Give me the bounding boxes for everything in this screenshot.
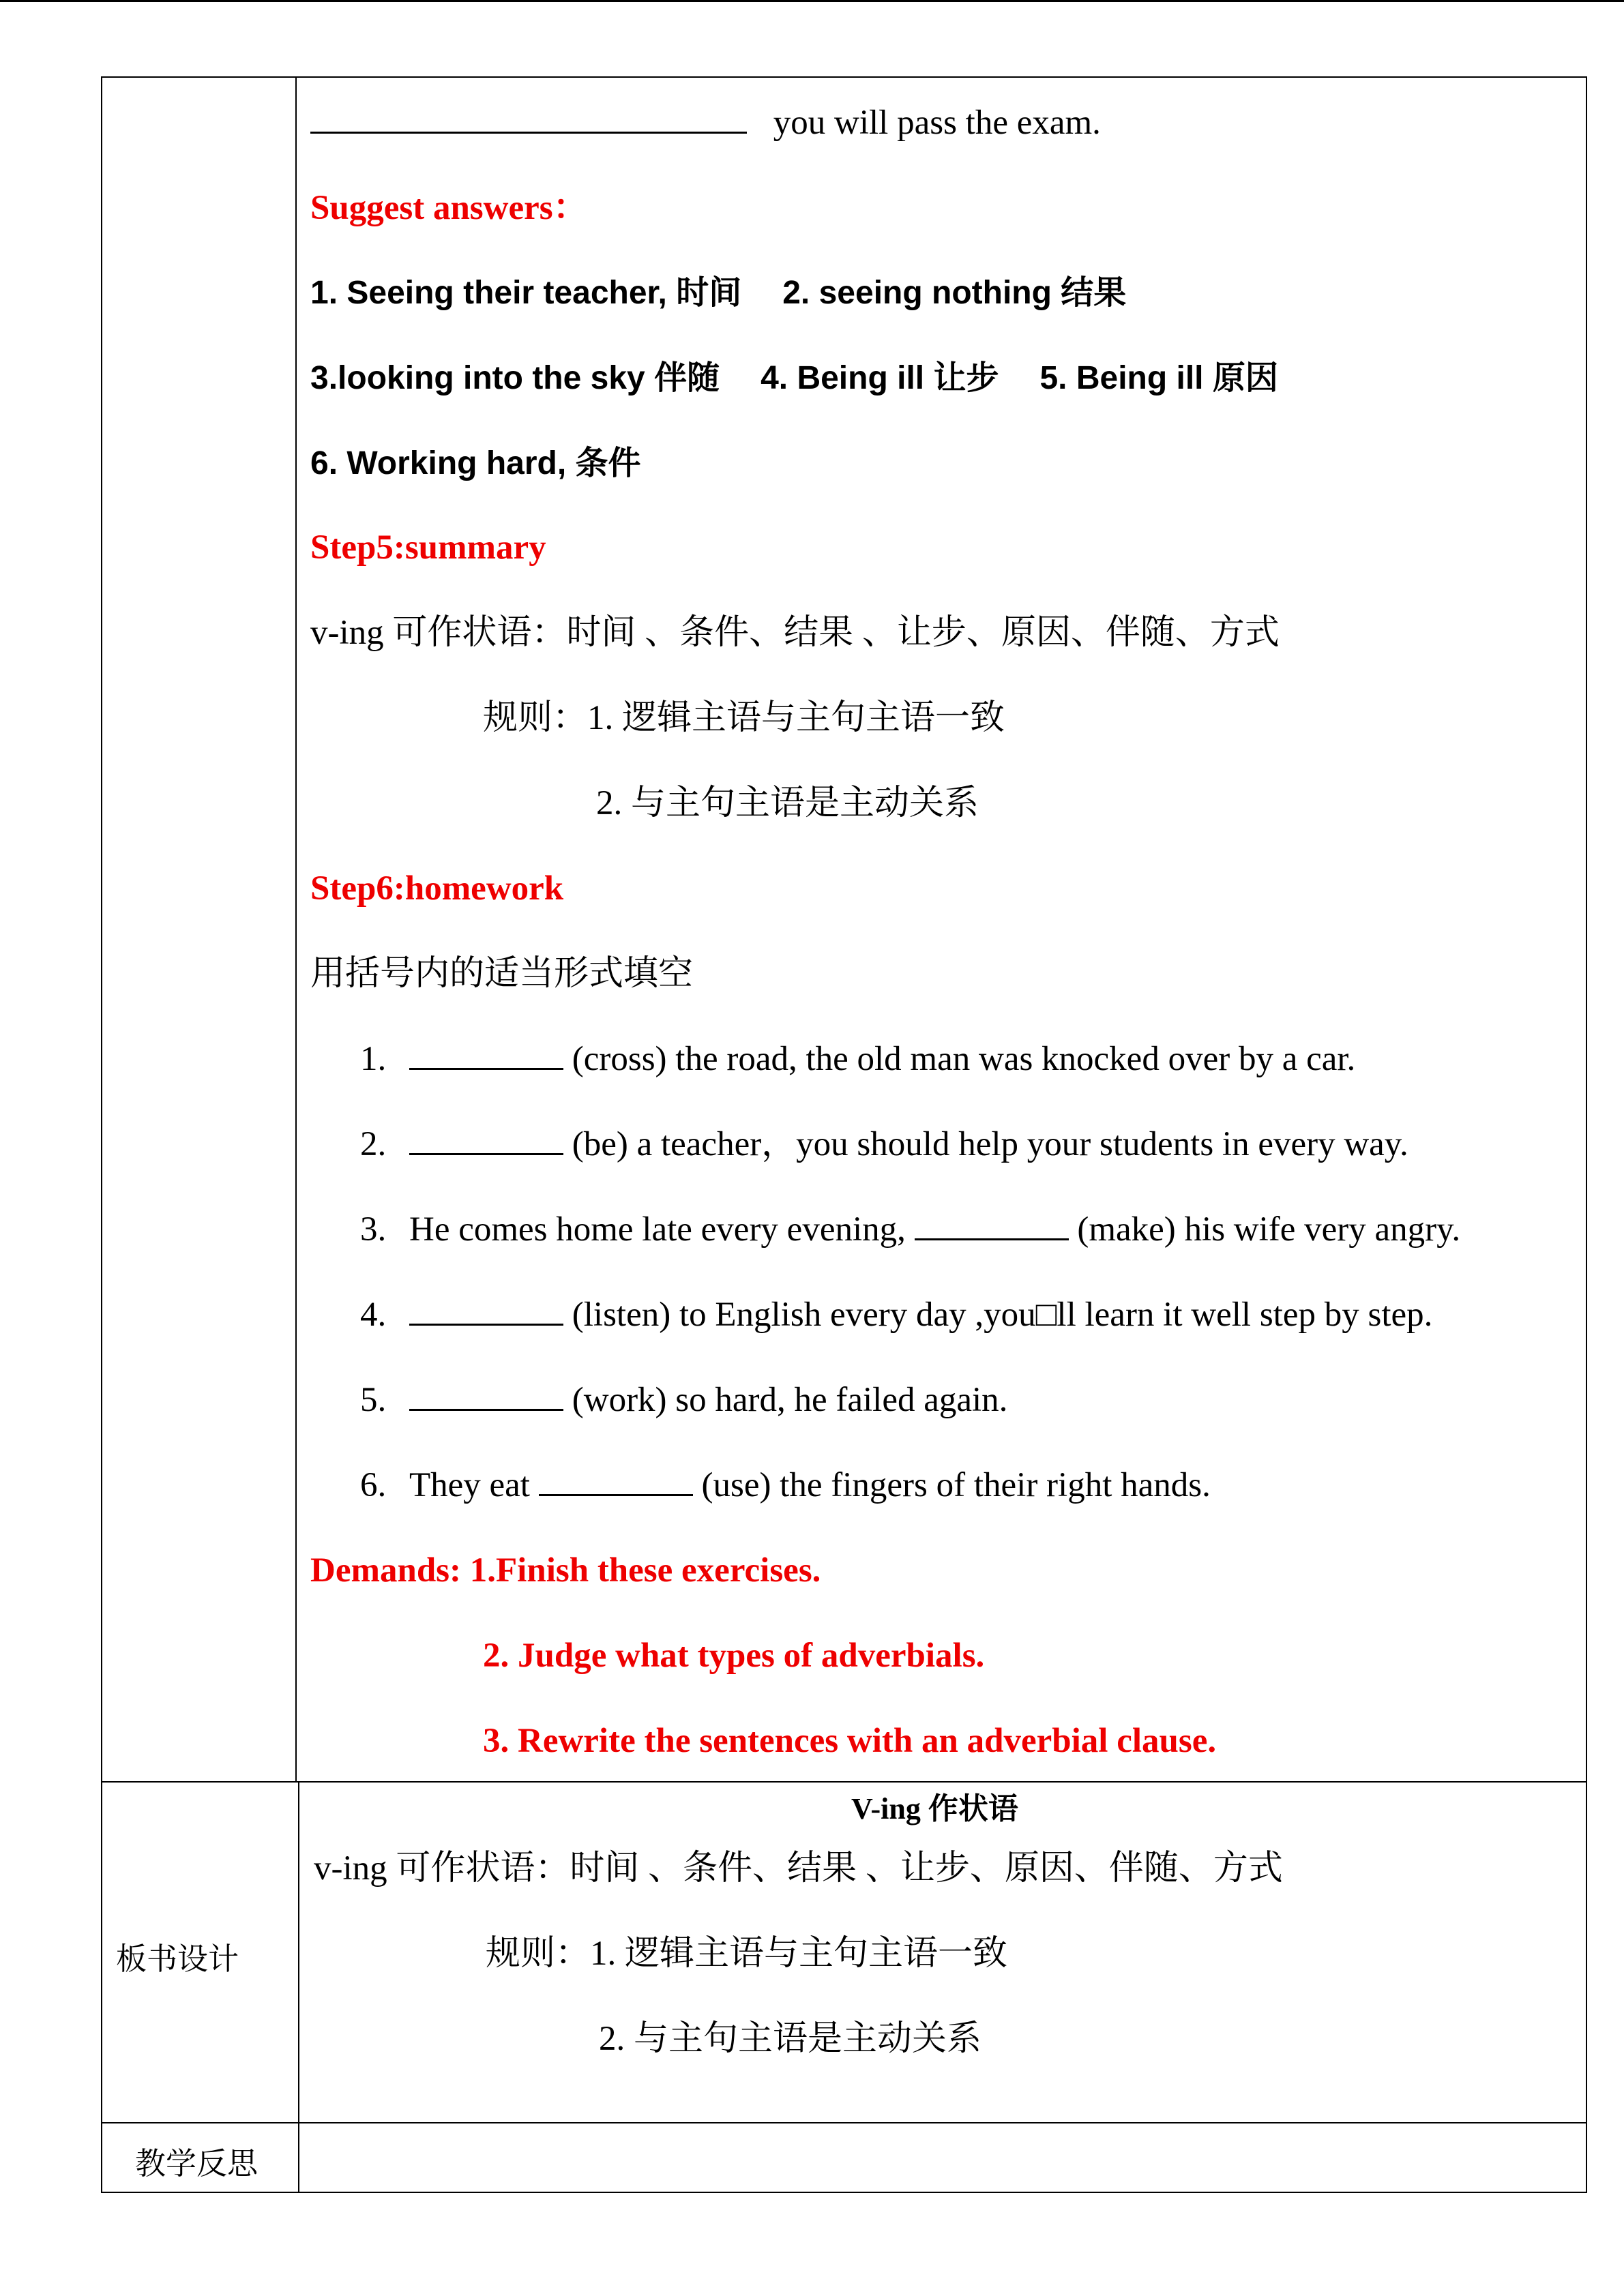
fill-blank — [409, 1380, 563, 1411]
column-divider-lower — [298, 1781, 299, 2193]
answer-2: 2. seeing nothing 结果 — [782, 275, 1127, 311]
answers-row-2 — [310, 358, 1278, 399]
column-divider-upper — [295, 76, 297, 1783]
table-left-border — [101, 76, 102, 2193]
page-top-rule — [0, 0, 1624, 2]
answer-1: 1. Seeing their teacher, 时间 — [310, 275, 742, 311]
homework-item-4: 4. (listen) to English every day ,you□ll learn it well step by step. — [360, 1296, 1433, 1334]
board-rule-2: 2. 与主句主语是主动关系 — [599, 2020, 982, 2058]
answer-4: 4. Being ill 让步 — [761, 360, 999, 396]
table-bottom-border — [101, 2192, 1587, 2193]
step5-heading: Step5:summary — [310, 528, 546, 567]
exam-line-text: you will pass the exam. — [773, 104, 1101, 142]
answer-blank — [310, 103, 747, 134]
answer-6: 6. Working hard, 条件 — [310, 445, 641, 481]
answers-row-1 — [310, 273, 1126, 314]
row-divider-board — [101, 1781, 1587, 1783]
board-rule-1: 规则：1. 逻辑主语与主句主语一致 — [486, 1935, 1008, 1973]
answer-3: 3.looking into the sky 伴随 — [310, 360, 720, 396]
board-summary-line: v-ing 可作状语：时间 、条件、结果 、让步、原因、伴随、方式 — [314, 1849, 1283, 1888]
table-top-border — [101, 76, 1587, 78]
homework-item-6: 6. They eat (use) the fingers of their right hands. — [360, 1466, 1211, 1504]
row-divider-reflection — [101, 2122, 1587, 2123]
answers-row-3 — [310, 443, 641, 484]
demands-2: 2. Judge what types of adverbials. — [483, 1637, 985, 1675]
step6-heading: Step6:homework — [310, 869, 564, 908]
homework-item-3: 3. He comes home late every evening, (make) his wife very angry. — [360, 1210, 1461, 1249]
board-design-title: V-ing 作状语 — [851, 1792, 1018, 1825]
suggest-answers-heading: Suggest answers： — [310, 189, 588, 227]
board-design-label: 板书设计 — [116, 1941, 239, 1977]
homework-item-5: 5. (work) so hard, he failed again. — [360, 1381, 1008, 1419]
demands-3: 3. Rewrite the sentences with an adverbial clause. — [483, 1722, 1217, 1760]
demands-1: Demands: 1.Finish these exercises. — [310, 1551, 821, 1590]
step5-rule-1: 规则：1. 逻辑主语与主句主语一致 — [483, 699, 1005, 737]
answer-5: 5. Being ill 原因 — [1039, 360, 1278, 396]
fill-blank — [409, 1295, 563, 1326]
exam-line — [310, 102, 1101, 143]
step5-summary-line: v-ing 可作状语：时间 、条件、结果 、让步、原因、伴随、方式 — [310, 614, 1280, 652]
step5-rule-2: 2. 与主句主语是主动关系 — [596, 784, 979, 822]
fill-blank — [915, 1210, 1069, 1240]
homework-item-1: 1. (cross) the road, the old man was knocked over by a car. — [360, 1040, 1356, 1078]
fill-blank — [409, 1039, 563, 1070]
step6-instruction: 用括号内的适当形式填空 — [310, 955, 694, 993]
homework-item-2: 2. (be) a teacher，you should help your students in every way. — [360, 1125, 1408, 1163]
fill-blank — [409, 1124, 563, 1155]
fill-blank — [539, 1465, 693, 1496]
table-right-border — [1586, 76, 1587, 2193]
teaching-reflection-label: 教学反思 — [135, 2145, 259, 2181]
